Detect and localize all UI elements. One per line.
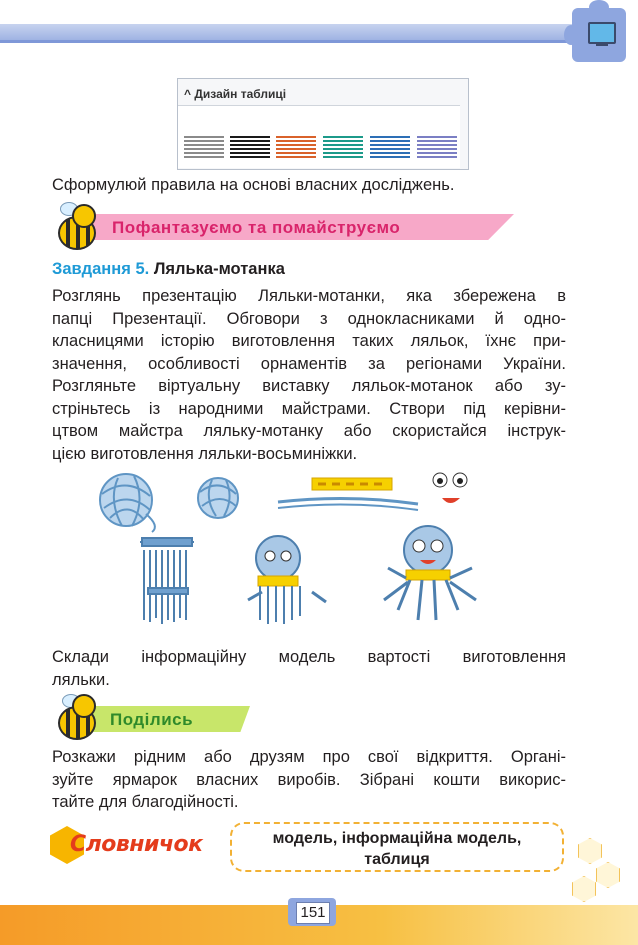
table-style-black[interactable] [230,134,270,160]
task-line: стріньтесь із народними майстрами. Створи під керівни- [52,399,566,418]
computer-monitor-icon [588,22,616,44]
yarn-ball-small-icon [198,478,238,518]
table-style-gray[interactable] [184,134,224,160]
table-style-purple[interactable] [417,134,457,160]
task-line: значення, особливості орнаментів за регіонами України. [52,354,566,373]
glossary-terms-box [230,822,564,872]
bee-head-icon [72,204,96,228]
task-line: Розглянь презентацію Ляльки-мотанки, яка збережена в [52,287,566,305]
motanka-doll-steps-illustration [88,470,508,630]
header-bar [0,24,600,40]
task-line: цтвом майстра ляльку-мотанку або скористайся інструк- [52,422,566,440]
bee-head-icon [72,694,96,718]
share-banner-title: Поділись [110,710,194,729]
doll-octopus-final-icon [384,526,476,620]
task-line: папці Презентації. Обговори з однокласниками й одно- [52,309,566,328]
task-line: Розгляньте віртуальну виставку ляльок-мотанок або зу- [52,377,566,395]
model-line: Склади інформаційну модель вартості виготовлення [52,648,566,666]
share-line: Розкажи рідним або друзям про свої відкриття. Органі- [52,748,566,766]
task-line: класницями історію виготовлення таких ляльок, їхнє при- [52,332,566,350]
table-style-gallery [178,105,460,168]
glossary-terms-line: модель, інформаційна модель, [272,830,522,847]
hexagon-decor [572,876,596,902]
task-name: Лялька-мотанка [153,260,285,278]
doll-octopus-step1-icon [248,536,326,624]
task-heading [52,258,285,281]
hexagon-decor [596,862,620,888]
yarn-ball-large-icon [100,474,155,532]
table-style-teal[interactable] [323,134,363,160]
task-number: Завдання 5. [52,260,150,278]
doll-threads-wound-icon [140,538,194,624]
glossary-terms-line: таблиця [364,851,430,868]
hexagon-decor [578,838,602,864]
model-line: ляльки. [52,670,110,689]
table-style-orange[interactable] [276,134,316,160]
research-rules-text: Сформулюй правила на основі власних досліджень. [52,176,455,194]
share-line: зуйте ярмарок власних виробів. Зібрані кошти викорис- [52,770,566,789]
table-style-blue[interactable] [370,134,410,160]
fantasy-banner-title: Пофантазуємо та помайструємо [112,218,401,237]
collapse-caret-icon[interactable]: ^ [184,87,195,101]
glossary-label: Словничок [70,832,203,857]
share-line: тайте для благодійності. [52,793,239,811]
doll-face-icon [433,473,467,503]
monitor-stand-icon [596,42,608,46]
header-bar-line [0,40,600,43]
ribbon-title: ^ Дизайн таблиці [184,87,287,101]
task-line: цією виготовлення ляльки-восьминіжки. [52,444,358,463]
page-number: 151 [296,902,330,924]
braided-strip-icon [278,478,418,510]
table-design-ribbon [177,78,469,170]
